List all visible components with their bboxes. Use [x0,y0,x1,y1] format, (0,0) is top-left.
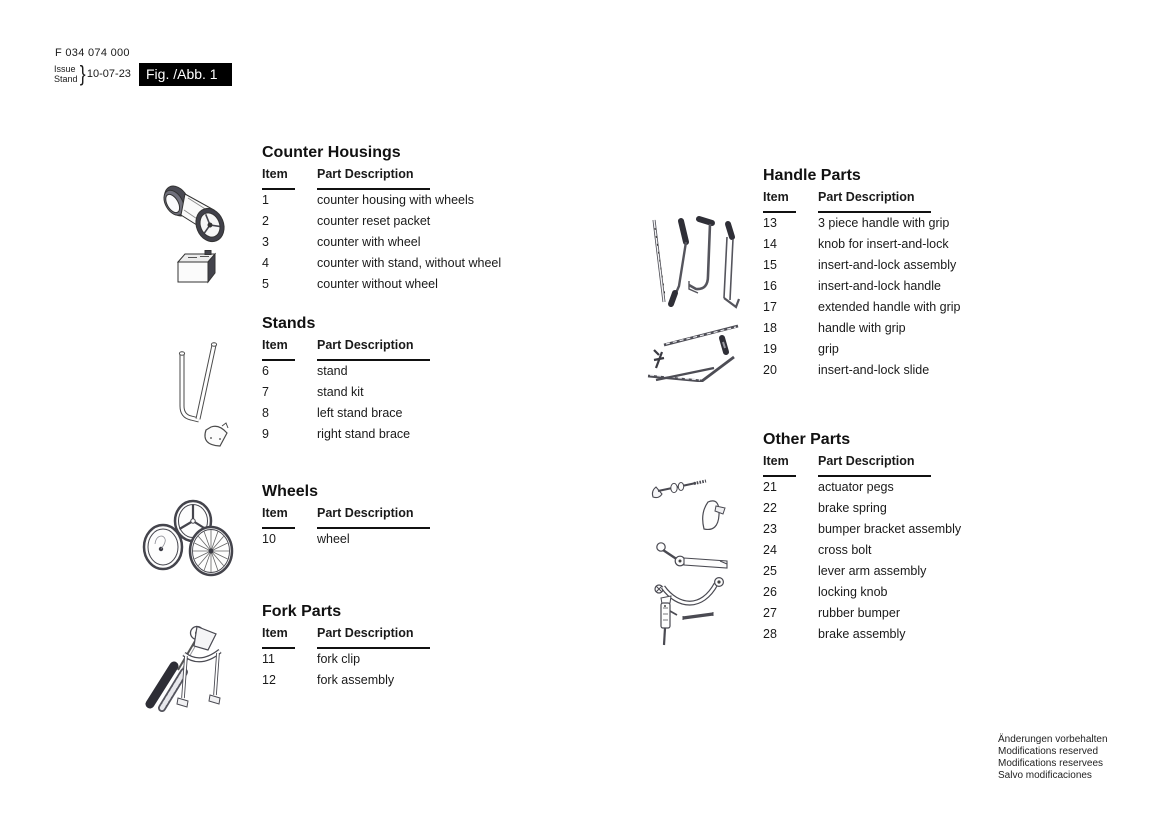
item-number: 6 [262,364,269,378]
brake-assembly-drawing [661,596,677,645]
part-description: grip [818,342,839,356]
legal-notes [998,734,1108,782]
item-number: 7 [262,385,269,399]
item-number: 3 [262,235,269,249]
section-title: Handle Parts [763,167,861,184]
table-row [262,649,522,670]
stand-brace-drawing [205,423,228,446]
item-column-header: Item [262,506,295,529]
wheels-drawing [140,498,236,578]
table-row [763,498,1023,519]
item-number: 17 [763,300,777,314]
table-header [262,506,522,529]
table-header [763,190,1023,213]
table-row [763,318,1023,339]
part-description: cross bolt [818,543,872,557]
issue-label: Issue [54,64,76,74]
table-header [763,454,1023,477]
column-gap [295,506,317,529]
item-number: 11 [262,652,275,666]
fork-assembly-drawing [177,627,220,708]
table-row [262,274,522,295]
section-title: Wheels [262,483,319,500]
brace-glyph: } [79,61,86,86]
part-description: brake spring [818,501,887,515]
item-number: 27 [763,606,777,620]
part-description: bumper bracket assembly [818,522,962,536]
table-row [262,424,522,445]
item-number: 12 [262,673,276,687]
part-description: rubber bumper [818,606,900,620]
lever-arm-drawing [657,543,727,568]
table-row [262,670,522,691]
part-description: counter with wheel [317,235,421,249]
section-other-parts [763,431,1023,645]
part-description: counter with stand, without wheel [317,256,502,270]
fork-clip-drawing [150,636,200,708]
part-description: stand kit [317,385,364,399]
actuator-peg-drawing [652,481,706,498]
table-row [763,624,1023,645]
item-number: 13 [763,216,777,230]
table-row [763,276,1023,297]
item-number: 15 [763,258,777,272]
item-number: 19 [763,342,777,356]
section-counter-housings [262,144,522,295]
item-number: 5 [262,277,269,291]
table-row [763,234,1023,255]
part-description: 3 piece handle with grip [818,216,950,230]
item-column-header: Item [262,626,295,649]
item-column-header: Item [763,454,796,477]
column-gap [295,626,317,649]
counter-box-drawing [178,251,215,283]
table-row [262,211,522,232]
other-parts-drawing [650,470,734,648]
spoked-wheel-drawing [190,527,232,575]
description-column-header: Part Description [317,167,430,190]
part-description: counter reset packet [317,214,431,228]
legal-note-de: Änderungen vorbehalten [998,734,1108,745]
part-description: counter without wheel [317,277,438,291]
section-title: Fork Parts [262,603,342,620]
part-description: actuator pegs [818,480,894,494]
issue-stand-labels [54,64,78,84]
description-column-header: Part Description [317,506,430,529]
table-row [763,213,1023,234]
item-number: 20 [763,363,777,377]
table-row [763,477,1023,498]
item-number: 18 [763,321,777,335]
table-row [763,297,1023,318]
document-number: F 034 074 000 [55,47,130,59]
section-handle-parts [763,167,1023,381]
section-wheels [262,483,522,550]
part-description: wheel [317,532,350,546]
item-column-header: Item [262,338,295,361]
table-row [763,561,1023,582]
item-column-header: Item [763,190,796,213]
table-row [763,519,1023,540]
item-number: 21 [763,480,777,494]
item-number: 22 [763,501,777,515]
section-title: Counter Housings [262,144,401,161]
item-number: 24 [763,543,777,557]
fork-drawing [134,620,234,715]
item-number: 1 [262,193,269,207]
bent-handle-drawing [689,219,712,293]
part-description: insert-and-lock handle [818,279,941,293]
blade-bracket-drawing [703,501,725,530]
item-number: 9 [262,427,269,441]
part-description: left stand brace [317,406,403,420]
part-description: extended handle with grip [818,300,961,314]
table-row [763,255,1023,276]
part-description: brake assembly [818,627,906,641]
part-description: right stand brace [317,427,411,441]
table-row [262,232,522,253]
description-column-header: Part Description [818,190,931,213]
table-row [262,253,522,274]
issue-date: 10-07-23 [86,68,131,80]
item-number: 2 [262,214,269,228]
counter-housing-drawing [158,170,234,288]
column-gap [295,338,317,361]
stand-frame-drawing [179,343,216,420]
item-number: 28 [763,627,777,641]
description-column-header: Part Description [317,626,430,649]
table-row [763,540,1023,561]
legal-note-en: Modifications reserved [998,746,1099,757]
part-description: insert-and-lock assembly [818,258,957,272]
stand-label: Stand [54,74,78,84]
part-description: fork assembly [317,673,395,687]
table-row [763,339,1023,360]
column-gap [295,167,317,190]
double-rail-handle-drawing [724,224,739,307]
item-number: 10 [262,532,276,546]
table-row [763,603,1023,624]
item-number: 8 [262,406,269,420]
table-row [262,529,522,550]
part-description: stand [317,364,348,378]
counter-with-wheels-drawing [159,182,229,246]
table-header [262,338,522,361]
part-description: lever arm assembly [818,564,927,578]
item-number: 26 [763,585,777,599]
section-fork-parts [262,603,522,691]
part-description: knob for insert-and-lock [818,237,949,251]
table-header [262,167,522,190]
stand-drawing [168,338,232,450]
legal-note-fr: Modifications reservees [998,758,1104,769]
item-number: 25 [763,564,777,578]
knob-drawing [654,350,664,368]
grip-capsule-drawing [722,338,726,352]
table-row [763,582,1023,603]
table-row [262,361,522,382]
part-description: counter housing with wheels [317,193,475,207]
table-row [262,190,522,211]
rod-drawing [654,220,665,302]
item-number: 14 [763,237,777,251]
part-description: fork clip [317,652,361,666]
figure-label-box: Fig. /Abb. 1 [139,63,232,86]
legal-note-es: Salvo modificaciones [998,770,1092,781]
part-description: handle with grip [818,321,906,335]
table-row [262,382,522,403]
table-row [262,403,522,424]
column-gap [796,454,818,477]
part-description: locking knob [818,585,888,599]
rubber-bumper-drawing [683,612,713,620]
part-description: insert-and-lock slide [818,363,930,377]
description-column-header: Part Description [317,338,430,361]
description-column-header: Part Description [818,454,931,477]
handle-parts-drawing [642,210,744,382]
table-row [763,360,1023,381]
section-title: Stands [262,315,316,332]
disc-wheel-drawing [144,525,182,569]
item-number: 4 [262,256,269,270]
section-title: Other Parts [763,431,851,448]
item-number: 23 [763,522,777,536]
section-stands [262,315,522,445]
item-number: 16 [763,279,777,293]
item-column-header: Item [262,167,295,190]
table-header [262,626,522,649]
issue-stand-block [54,61,131,87]
handle-with-grip-drawing [671,221,686,304]
column-gap [796,190,818,213]
